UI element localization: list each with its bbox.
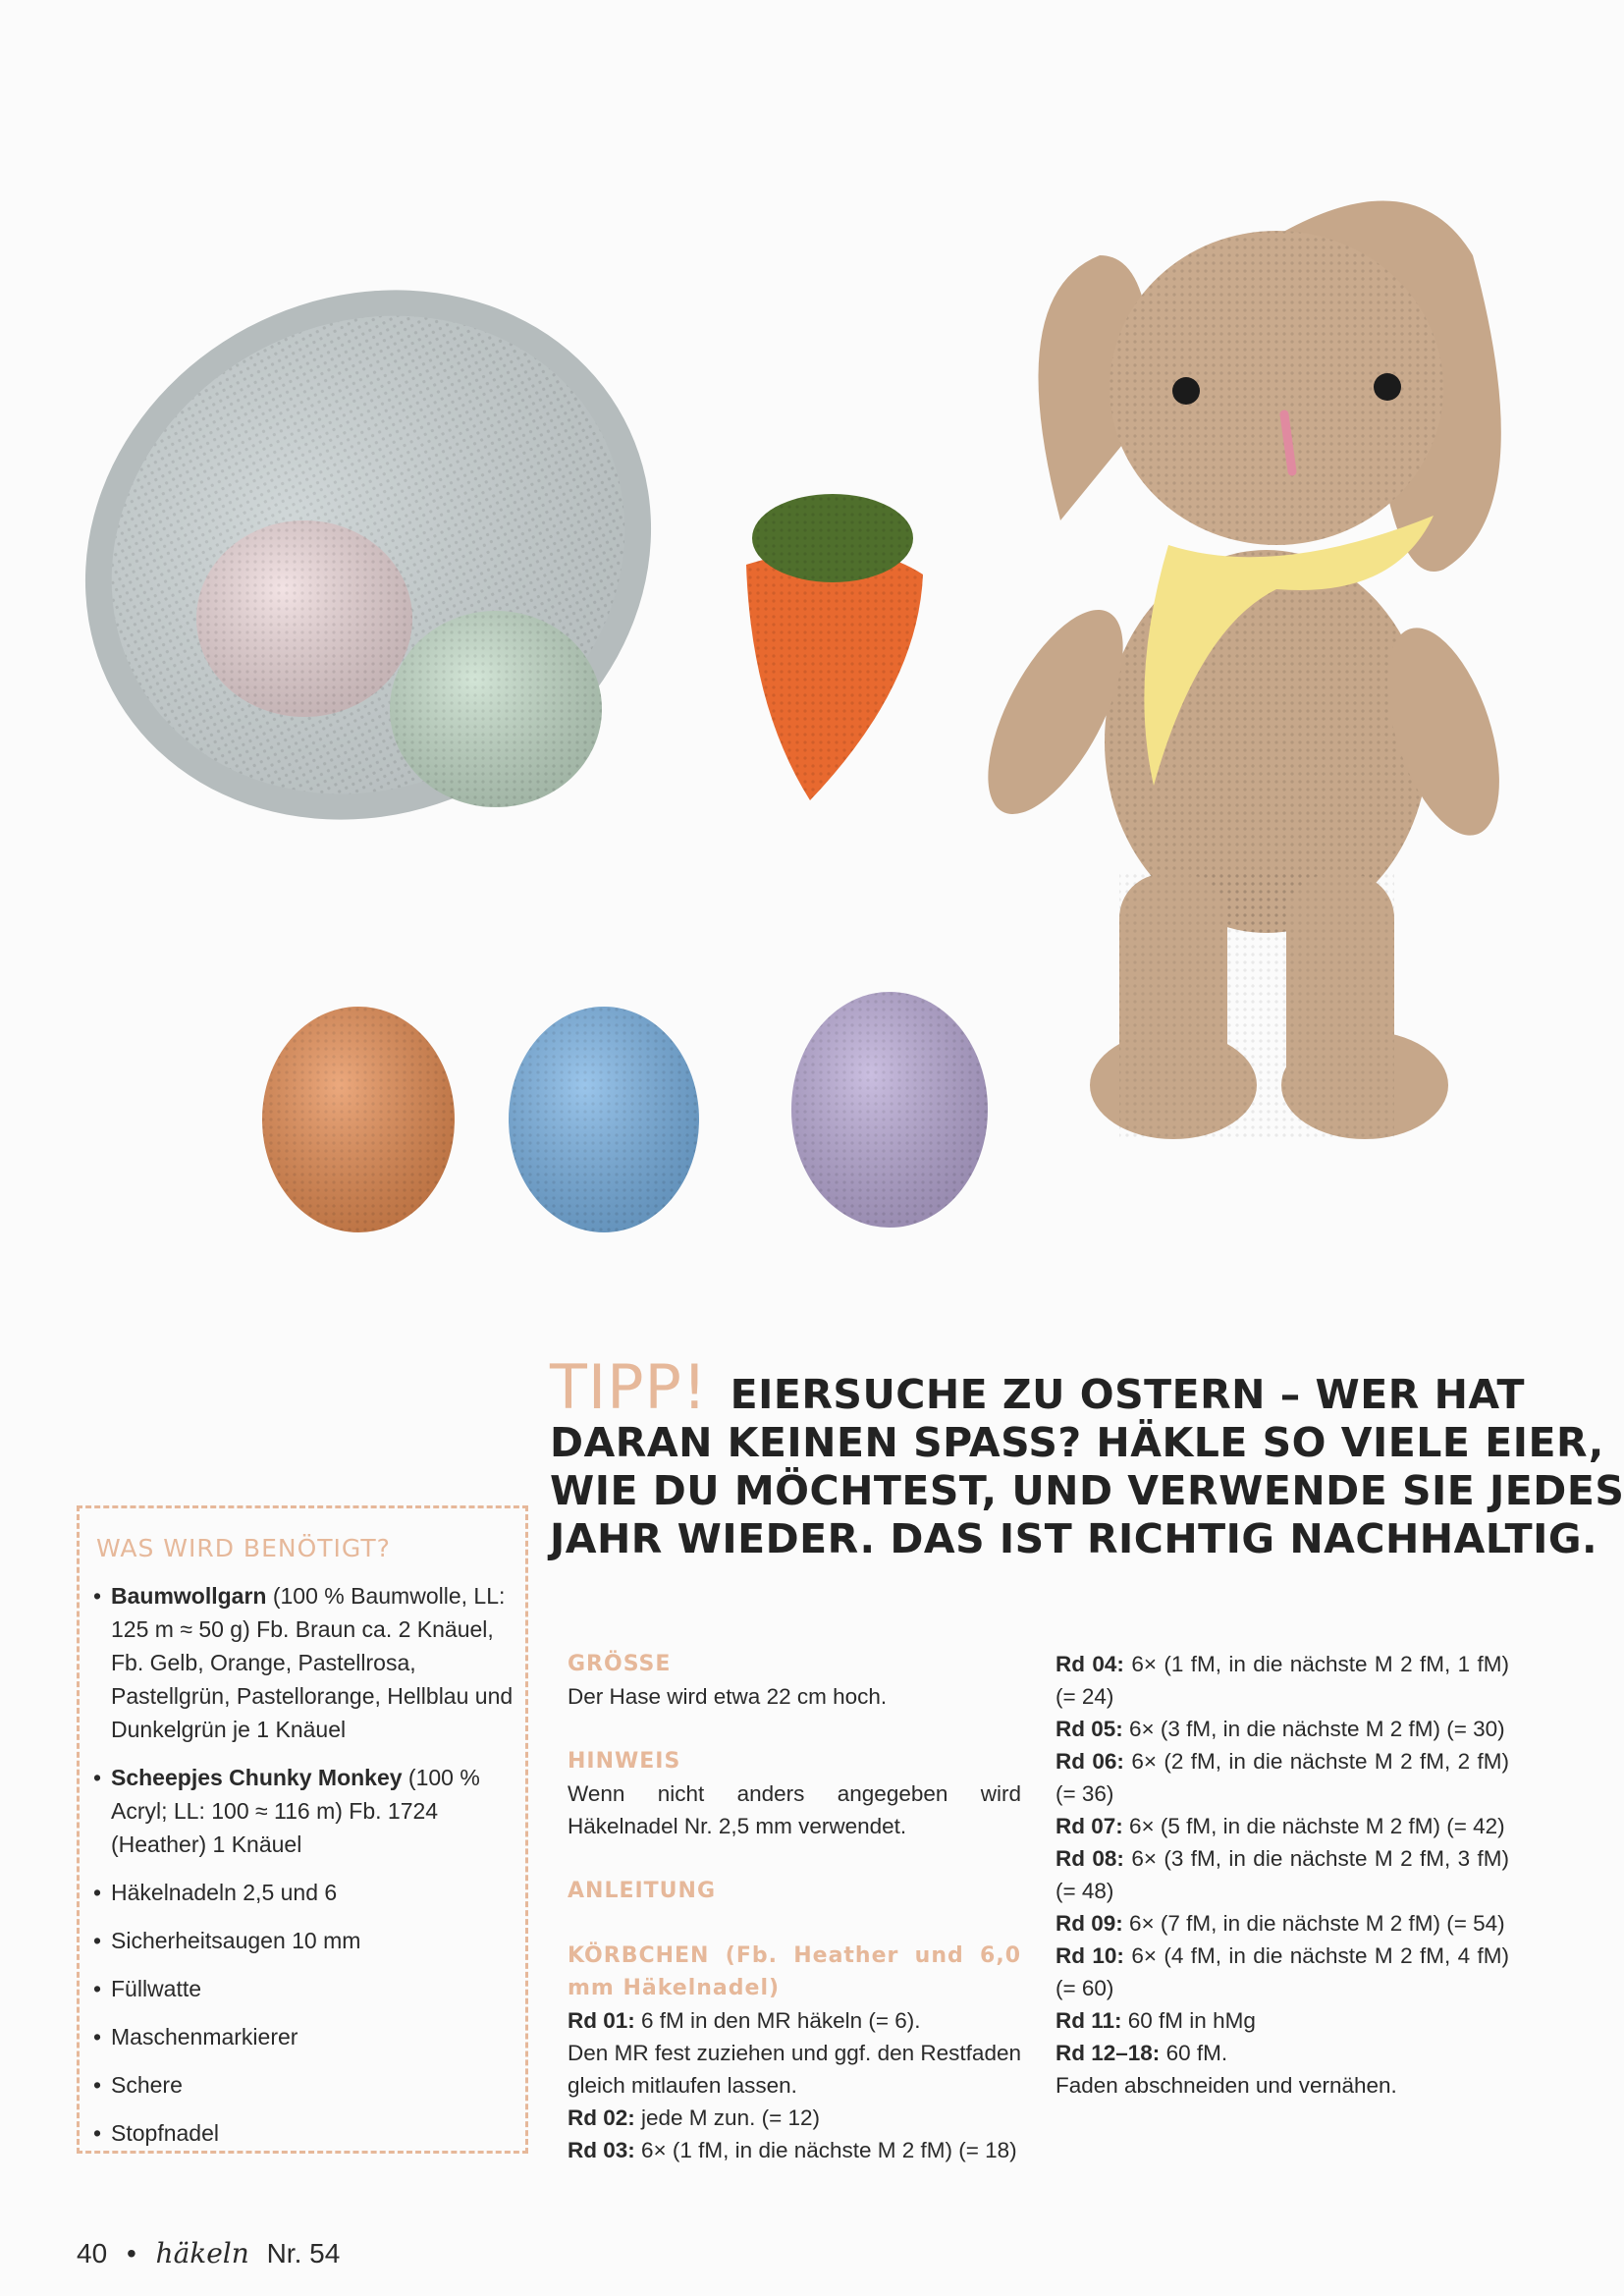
round-row: Rd 03: 6× (1 fM, in die nächste M 2 fM) (= 18) bbox=[568, 2138, 1017, 2162]
instructions-heading: ANLEITUNG bbox=[568, 1879, 717, 1903]
round-row: Rd 08: 6× (3 fM, in die nächste M 2 fM, 3 fM) (= 48) bbox=[1056, 1846, 1510, 1903]
green-egg bbox=[390, 611, 602, 807]
tip-line-2: DARAN KEINEN SPASS? HÄKLE SO VIELE EIER, bbox=[550, 1419, 1604, 1466]
page-number: 40 bbox=[77, 2238, 108, 2269]
instructions-column-1 bbox=[568, 1648, 1021, 2166]
note-heading: HINWEIS bbox=[568, 1749, 681, 1774]
tip-headline bbox=[550, 1351, 1624, 1563]
blue-egg bbox=[509, 1007, 699, 1232]
round-row: Rd 12–18: 60 fM. bbox=[1056, 2041, 1228, 2065]
finishing-text: Faden abschneiden und vernähen. bbox=[1056, 2073, 1397, 2098]
note-text: Wenn nicht anders angegeben wird Häkelnadel Nr. 2,5 mm verwendet. bbox=[568, 1781, 1021, 1838]
list-item: • Häkelnadeln 2,5 und 6 bbox=[93, 1880, 338, 1905]
round-row: Rd 11: 60 fM in hMg bbox=[1056, 2008, 1256, 2033]
pink-egg bbox=[196, 520, 412, 717]
footer-bullet: • bbox=[126, 2238, 136, 2269]
materials-box bbox=[77, 1505, 528, 2154]
round-row: Rd 01: 6 fM in den MR häkeln (= 6). bbox=[568, 2008, 921, 2033]
tip-line-1: EIERSUCHE ZU OSTERN – WER HAT bbox=[730, 1371, 1525, 1418]
carrot bbox=[746, 494, 923, 800]
list-item: • Scheepjes Chunky Monkey (100 % Acryl; LL: 100 ≈ 116 m) Fb. 1724 (Heather) 1 Knäuel bbox=[93, 1765, 480, 1857]
materials-list bbox=[93, 1579, 515, 2164]
round-row: Rd 02: jede M zun. (= 12) bbox=[568, 2105, 820, 2130]
size-text: Der Hase wird etwa 22 cm hoch. bbox=[568, 1684, 888, 1709]
purple-egg bbox=[791, 992, 988, 1228]
basket-heading: KÖRBCHEN (Fb. Heather und 6,0 mm Häkelnadel) bbox=[568, 1943, 1021, 2000]
list-item: • Schere bbox=[93, 2072, 183, 2098]
round-row: Rd 07: 6× (5 fM, in die nächste M 2 fM) (= 42) bbox=[1056, 1814, 1505, 1838]
magazine-name: häkeln bbox=[155, 2237, 249, 2269]
list-item: • Sicherheitsaugen 10 mm bbox=[93, 1928, 361, 1953]
materials-title: WAS WIRD BENÖTIGT? bbox=[96, 1534, 391, 1562]
list-item: • Stopfnadel bbox=[93, 2120, 219, 2146]
list-item: • Maschenmarkierer bbox=[93, 2024, 298, 2050]
tip-label: TIPP! bbox=[550, 1351, 708, 1423]
list-item: • Baumwollgarn (100 % Baumwolle, LL: 125 m ≈ 50 g) Fb. Braun ca. 2 Knäuel, Fb. Gelb, Orange, Pastellrosa, Pastellgrün, Pastellorange, Hellblau und Dunkelgrün je 1 Knäuel bbox=[93, 1583, 514, 1742]
bunny bbox=[961, 200, 1522, 1139]
round-row: Rd 10: 6× (4 fM, in die nächste M 2 fM, 4 fM) (= 60) bbox=[1056, 1943, 1510, 2000]
page-footer bbox=[77, 2237, 340, 2269]
round-row: Rd 09: 6× (7 fM, in die nächste M 2 fM) (= 54) bbox=[1056, 1911, 1505, 1936]
issue-number: Nr. 54 bbox=[266, 2238, 341, 2269]
tip-line-3: WIE DU MÖCHTEST, UND VERWENDE SIE JEDES bbox=[550, 1467, 1624, 1514]
orange-egg bbox=[262, 1007, 455, 1232]
tip-line-4: JAHR WIEDER. DAS IST RICHTIG NACHHALTIG. bbox=[550, 1515, 1598, 1562]
round-row: Rd 05: 6× (3 fM, in die nächste M 2 fM) (= 30) bbox=[1056, 1717, 1505, 1741]
round-row: Rd 04: 6× (1 fM, in die nächste M 2 fM, 1 fM) (= 24) bbox=[1056, 1652, 1510, 1709]
round-row: Rd 06: 6× (2 fM, in die nächste M 2 fM, 2 fM) (= 36) bbox=[1056, 1749, 1510, 1806]
magic-ring-text: Den MR fest zuziehen und ggf. den Restfaden gleich mitlaufen lassen. bbox=[568, 2041, 1021, 2098]
instructions-column-2 bbox=[1056, 1648, 1509, 2102]
list-item: • Füllwatte bbox=[93, 1976, 202, 2001]
size-heading: GRÖSSE bbox=[568, 1652, 672, 1676]
